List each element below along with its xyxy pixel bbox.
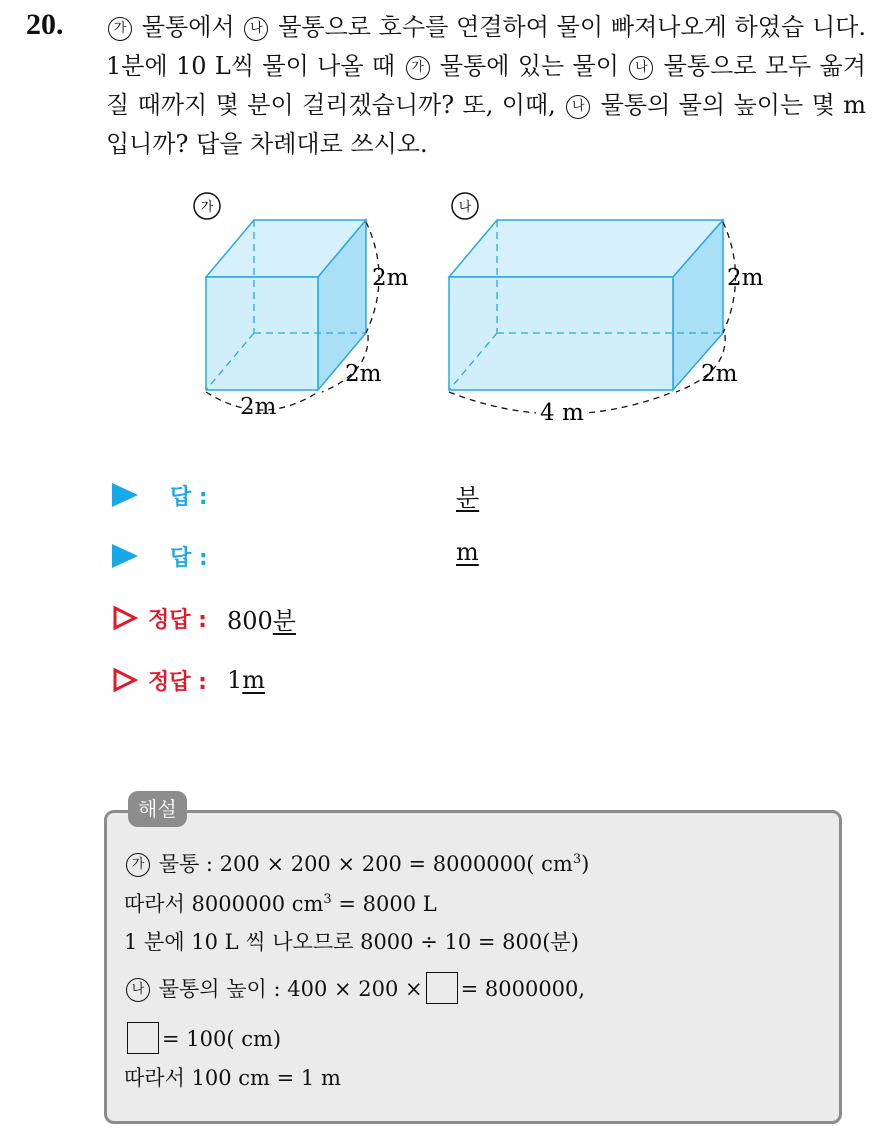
expl-l1-end: ) <box>581 852 590 876</box>
box-a-depth: 2m <box>345 361 382 387</box>
q-line1-a: 물통에서 <box>141 13 235 41</box>
q-line3-a: 모두 옮겨질 때까지 몇 분이 걸리겠습니까? 또, 이때, <box>106 52 866 119</box>
q-line2-c: 물통으로 <box>663 52 757 80</box>
explanation-line-3 <box>124 926 579 956</box>
correct-label: 정답 : <box>148 607 207 633</box>
expl-l4-end: = 8000000, <box>460 977 586 1001</box>
correct-row-1 <box>112 598 296 638</box>
box-b-height: 2m <box>727 265 764 291</box>
answer1-unit[interactable]: 분 <box>456 484 480 512</box>
outline-triangle-icon <box>112 667 138 693</box>
blank-box-icon <box>127 1022 159 1054</box>
expl-l2-text: 따라서 8000000 cm <box>124 892 324 916</box>
circle-na-icon: 나 <box>566 95 590 119</box>
answer-row-2 <box>112 536 208 576</box>
explanation-tab: 해설 <box>128 791 187 827</box>
box-b-label: 나 <box>458 200 472 215</box>
cuboid-figure <box>180 188 800 438</box>
q-line2-a: 니다. 1분에 10 L씩 물이 나올 때 <box>106 13 866 80</box>
correct2-number: 1 <box>226 666 243 694</box>
expl-l2-sup: 3 <box>323 892 332 907</box>
question-number: 20. <box>26 8 64 41</box>
expl-l2-end: = 8000 L <box>331 892 437 916</box>
explanation-line-4 <box>124 972 585 1004</box>
expl-l1-sup: 3 <box>572 852 582 867</box>
explanation-line-5 <box>124 1022 281 1054</box>
box-b-width: 4 m <box>540 400 584 426</box>
correct1-number: 800 <box>226 606 273 635</box>
circle-ga-icon: 가 <box>406 56 430 80</box>
q-line2-b: 물통에 있는 물이 <box>439 52 619 80</box>
correct2-unit: m <box>242 666 266 694</box>
box-b <box>449 193 764 426</box>
box-b-depth: 2m <box>701 361 738 387</box>
q-line1-b: 물통으로 호수를 연결하여 물이 빠져나오게 하였습 <box>278 13 805 41</box>
explanation-line-6 <box>124 1062 341 1092</box>
outline-triangle-icon <box>112 605 138 631</box>
play-triangle-icon <box>112 544 138 568</box>
answer-label: 답 : <box>170 545 208 571</box>
question-text <box>106 8 866 164</box>
expl-l4-text: 물통의 높이 : 400 × 200 × <box>158 977 423 1001</box>
box-a-width: 2m <box>240 394 277 420</box>
q-line3-b: 물통의 물의 <box>600 91 726 119</box>
correct1-value <box>227 601 296 636</box>
circle-na-icon: 나 <box>244 17 268 41</box>
expl-l3-text: 1 분에 10 L 씩 나오므로 8000 ÷ 10 = 800(분) <box>124 930 579 954</box>
circle-na-icon: 나 <box>126 978 150 1002</box>
answer-row-1 <box>112 475 208 515</box>
answer2-unit[interactable]: m <box>456 538 479 566</box>
explanation-line-1 <box>124 848 589 878</box>
q-line4: 높이는 몇 m입니까? 답을 차례대로 쓰시오. <box>106 91 866 158</box>
expl-l5-text: = 100( cm) <box>162 1027 282 1051</box>
expl-l6-text: 따라서 100 cm = 1 m <box>124 1066 341 1090</box>
expl-l1-text: 물통 : 200 × 200 × 200 = 8000000( cm <box>158 852 573 876</box>
blank-box-icon <box>426 972 458 1004</box>
circle-na-icon: 나 <box>629 56 653 80</box>
circle-ga-icon: 가 <box>108 17 132 41</box>
box-a <box>194 193 409 420</box>
correct2-value <box>227 666 265 694</box>
correct1-unit: 분 <box>272 606 296 635</box>
explanation-line-2 <box>124 888 437 918</box>
box-a-height: 2m <box>372 265 409 291</box>
correct-label: 정답 : <box>148 669 207 695</box>
answer-label: 답 : <box>170 484 208 510</box>
box-a-label: 가 <box>200 200 214 215</box>
play-triangle-icon <box>112 483 138 507</box>
correct-row-2 <box>112 660 265 700</box>
circle-ga-icon: 가 <box>126 853 150 877</box>
